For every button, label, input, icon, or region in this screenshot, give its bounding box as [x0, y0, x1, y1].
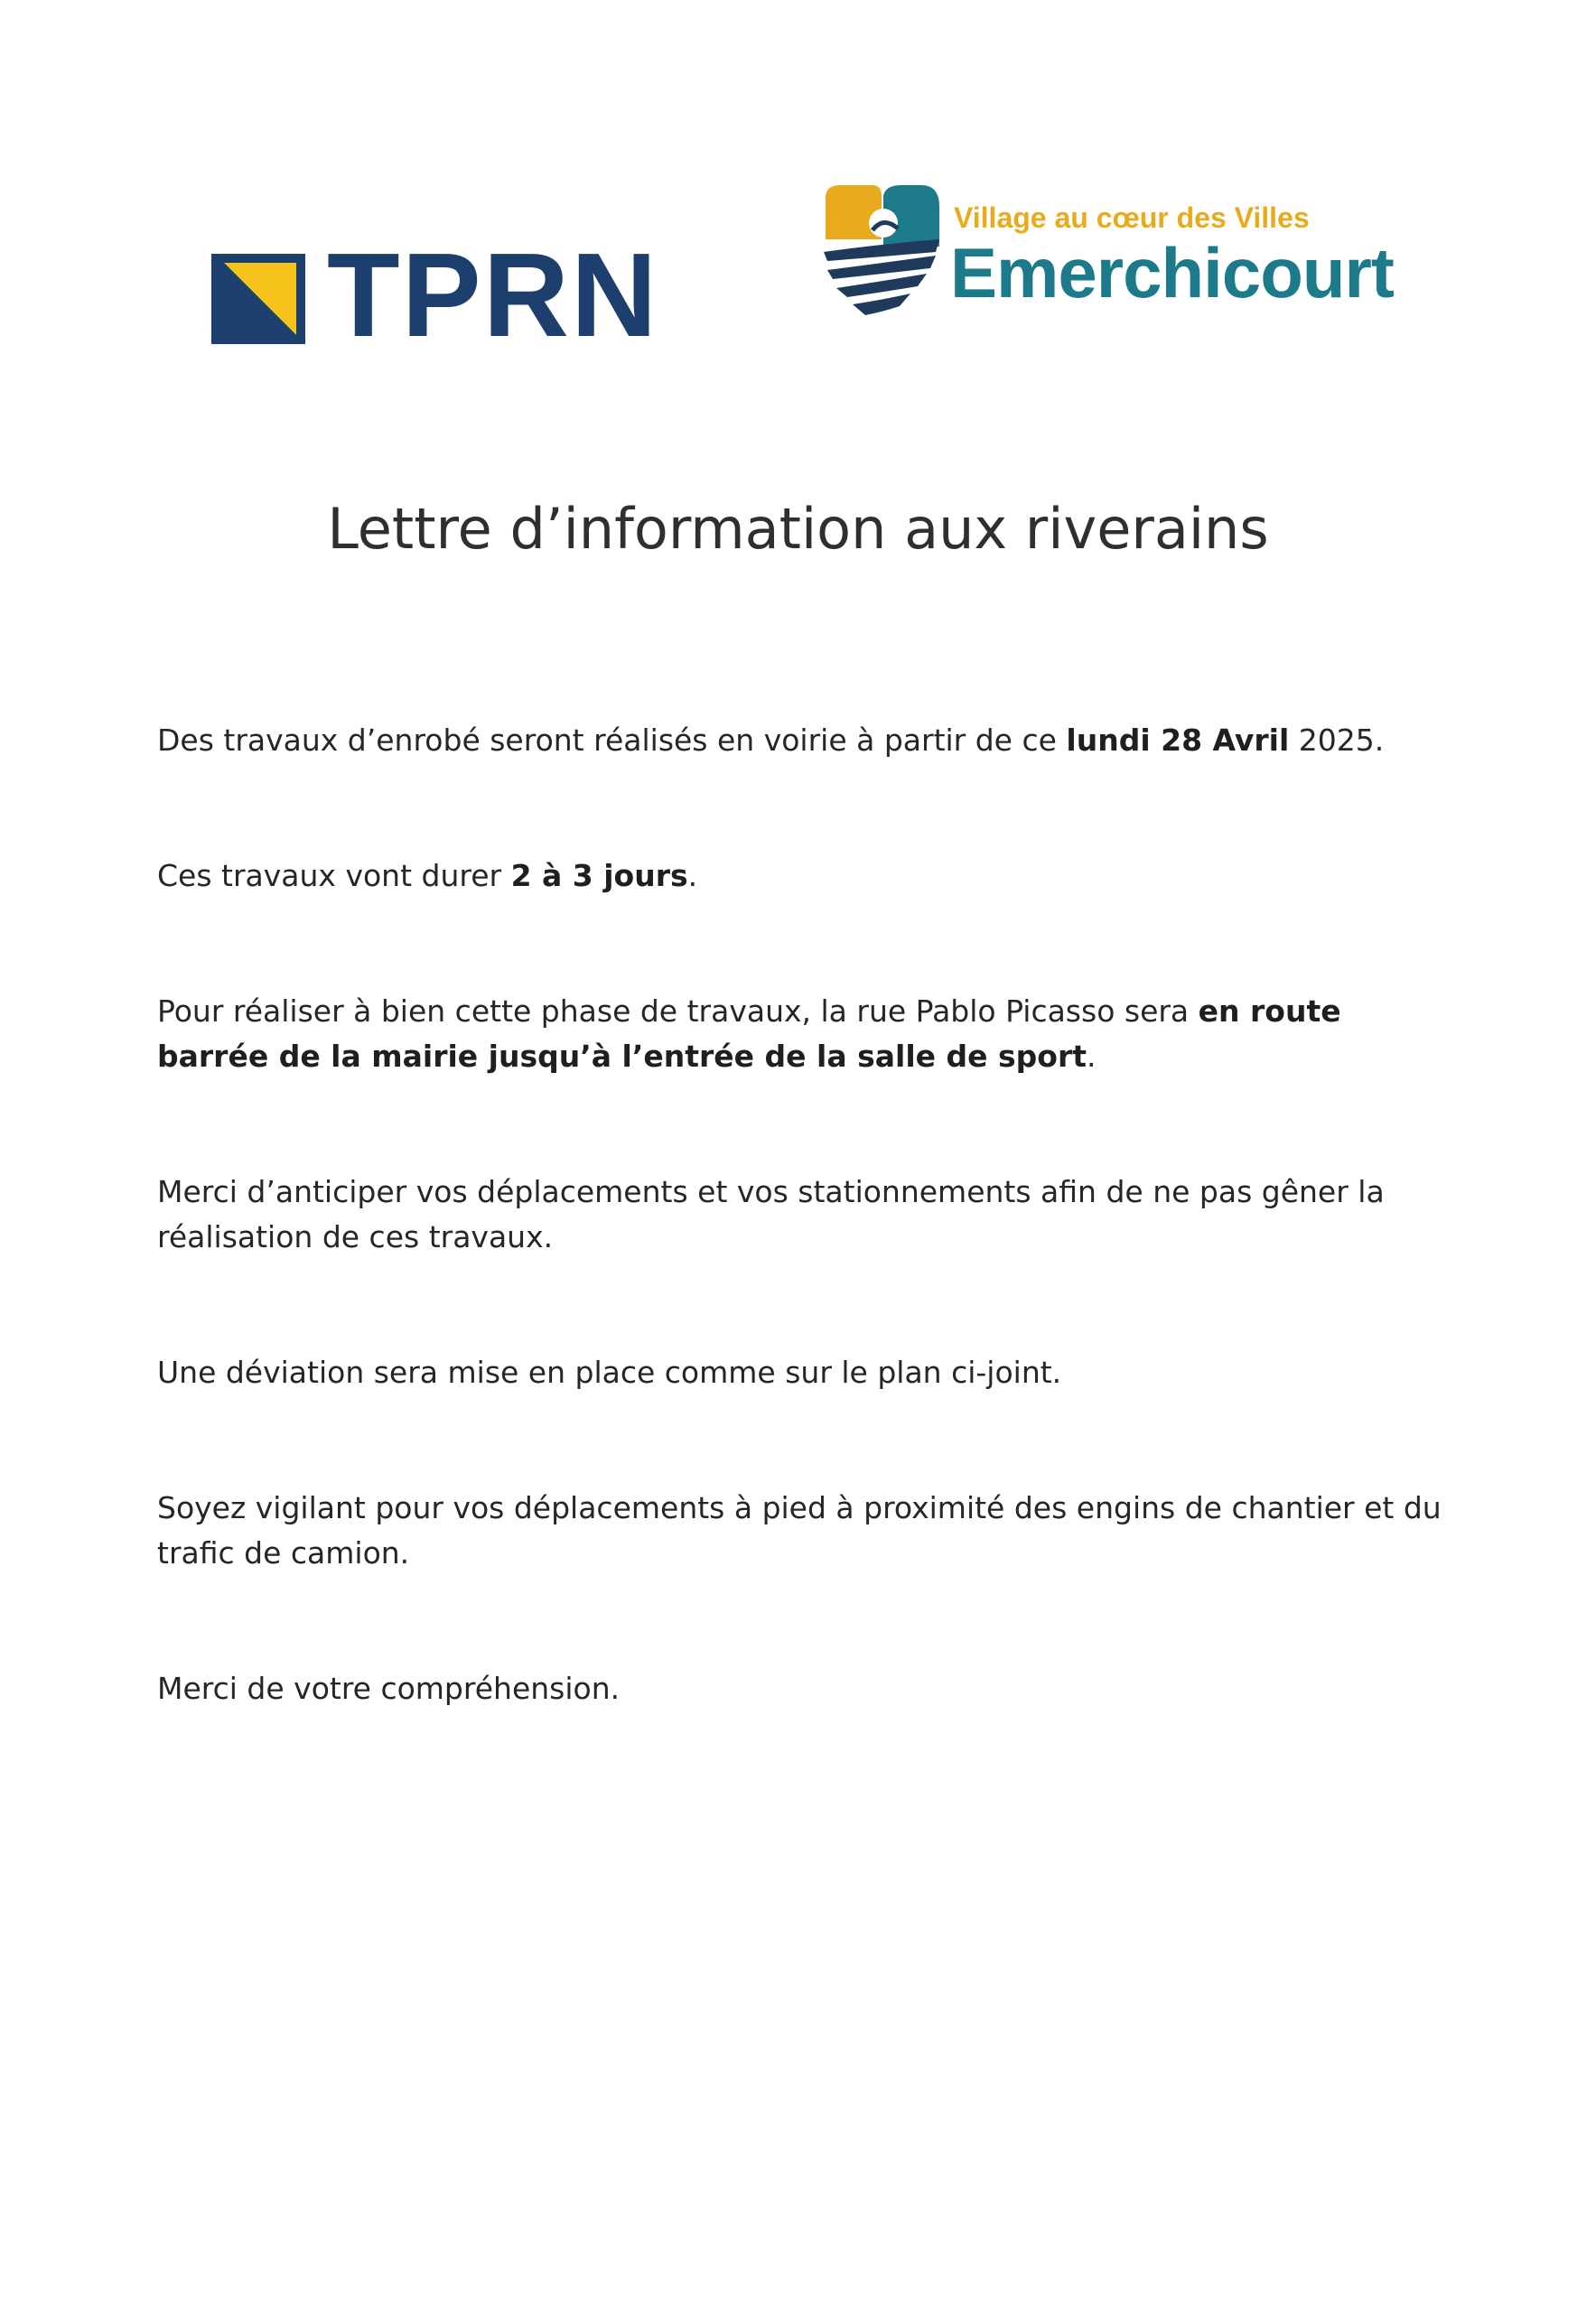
paragraph-vigilance — [157, 1486, 1449, 1576]
paragraph-text: Ces travaux vont durer — [157, 858, 511, 893]
paragraph-anticipate — [157, 1170, 1449, 1260]
paragraph-duration — [157, 853, 1449, 899]
tprn-logo-mark-icon — [211, 254, 305, 344]
road-closure-highlight: en route barrée de la mairie jusqu’à l’entrée de la salle de sport — [157, 993, 1341, 1074]
paragraph-text: Merci de votre compréhension. — [157, 1671, 621, 1706]
tprn-logo — [211, 228, 681, 361]
emerchicourt-name: Emerchicourt — [950, 233, 1394, 312]
letter-title: Lettre d’information aux riverains — [327, 496, 1269, 562]
paragraph-detour — [157, 1350, 1449, 1395]
paragraph-text: Pour réaliser à bien cette phase de travaux, la rue Pablo Picasso sera — [157, 993, 1199, 1029]
paragraph-text: . — [687, 858, 698, 893]
village-heart-emblem-icon — [820, 185, 943, 321]
emerchicourt-tagline: Village au cœur des Villes — [954, 201, 1310, 234]
tprn-logo-wordmark: TPRN — [327, 228, 659, 361]
emerchicourt-logo — [820, 185, 1452, 330]
duration-highlight: 2 à 3 jours — [510, 858, 688, 893]
paragraph-text: 2025. — [1289, 722, 1385, 758]
paragraph-text: Des travaux d’enrobé seront réalisés en voirie à partir de ce — [157, 722, 1067, 758]
paragraph-works-start — [157, 718, 1449, 763]
paragraph-text: Merci d’anticiper vos déplacements et vos stationnements afin de ne pas gêner la réalisation de ces travaux. — [157, 1174, 1385, 1254]
paragraph-thanks — [157, 1666, 1449, 1711]
paragraph-text: . — [1087, 1039, 1097, 1074]
start-date-highlight: lundi 28 Avril — [1066, 722, 1290, 758]
paragraph-text: Une déviation sera mise en place comme sur le plan ci-joint. — [157, 1355, 1062, 1390]
paragraph-road-closure — [157, 989, 1449, 1079]
paragraph-text: Soyez vigilant pour vos déplacements à pied à proximité des engins de chantier et du trafic de camion. — [157, 1490, 1442, 1571]
